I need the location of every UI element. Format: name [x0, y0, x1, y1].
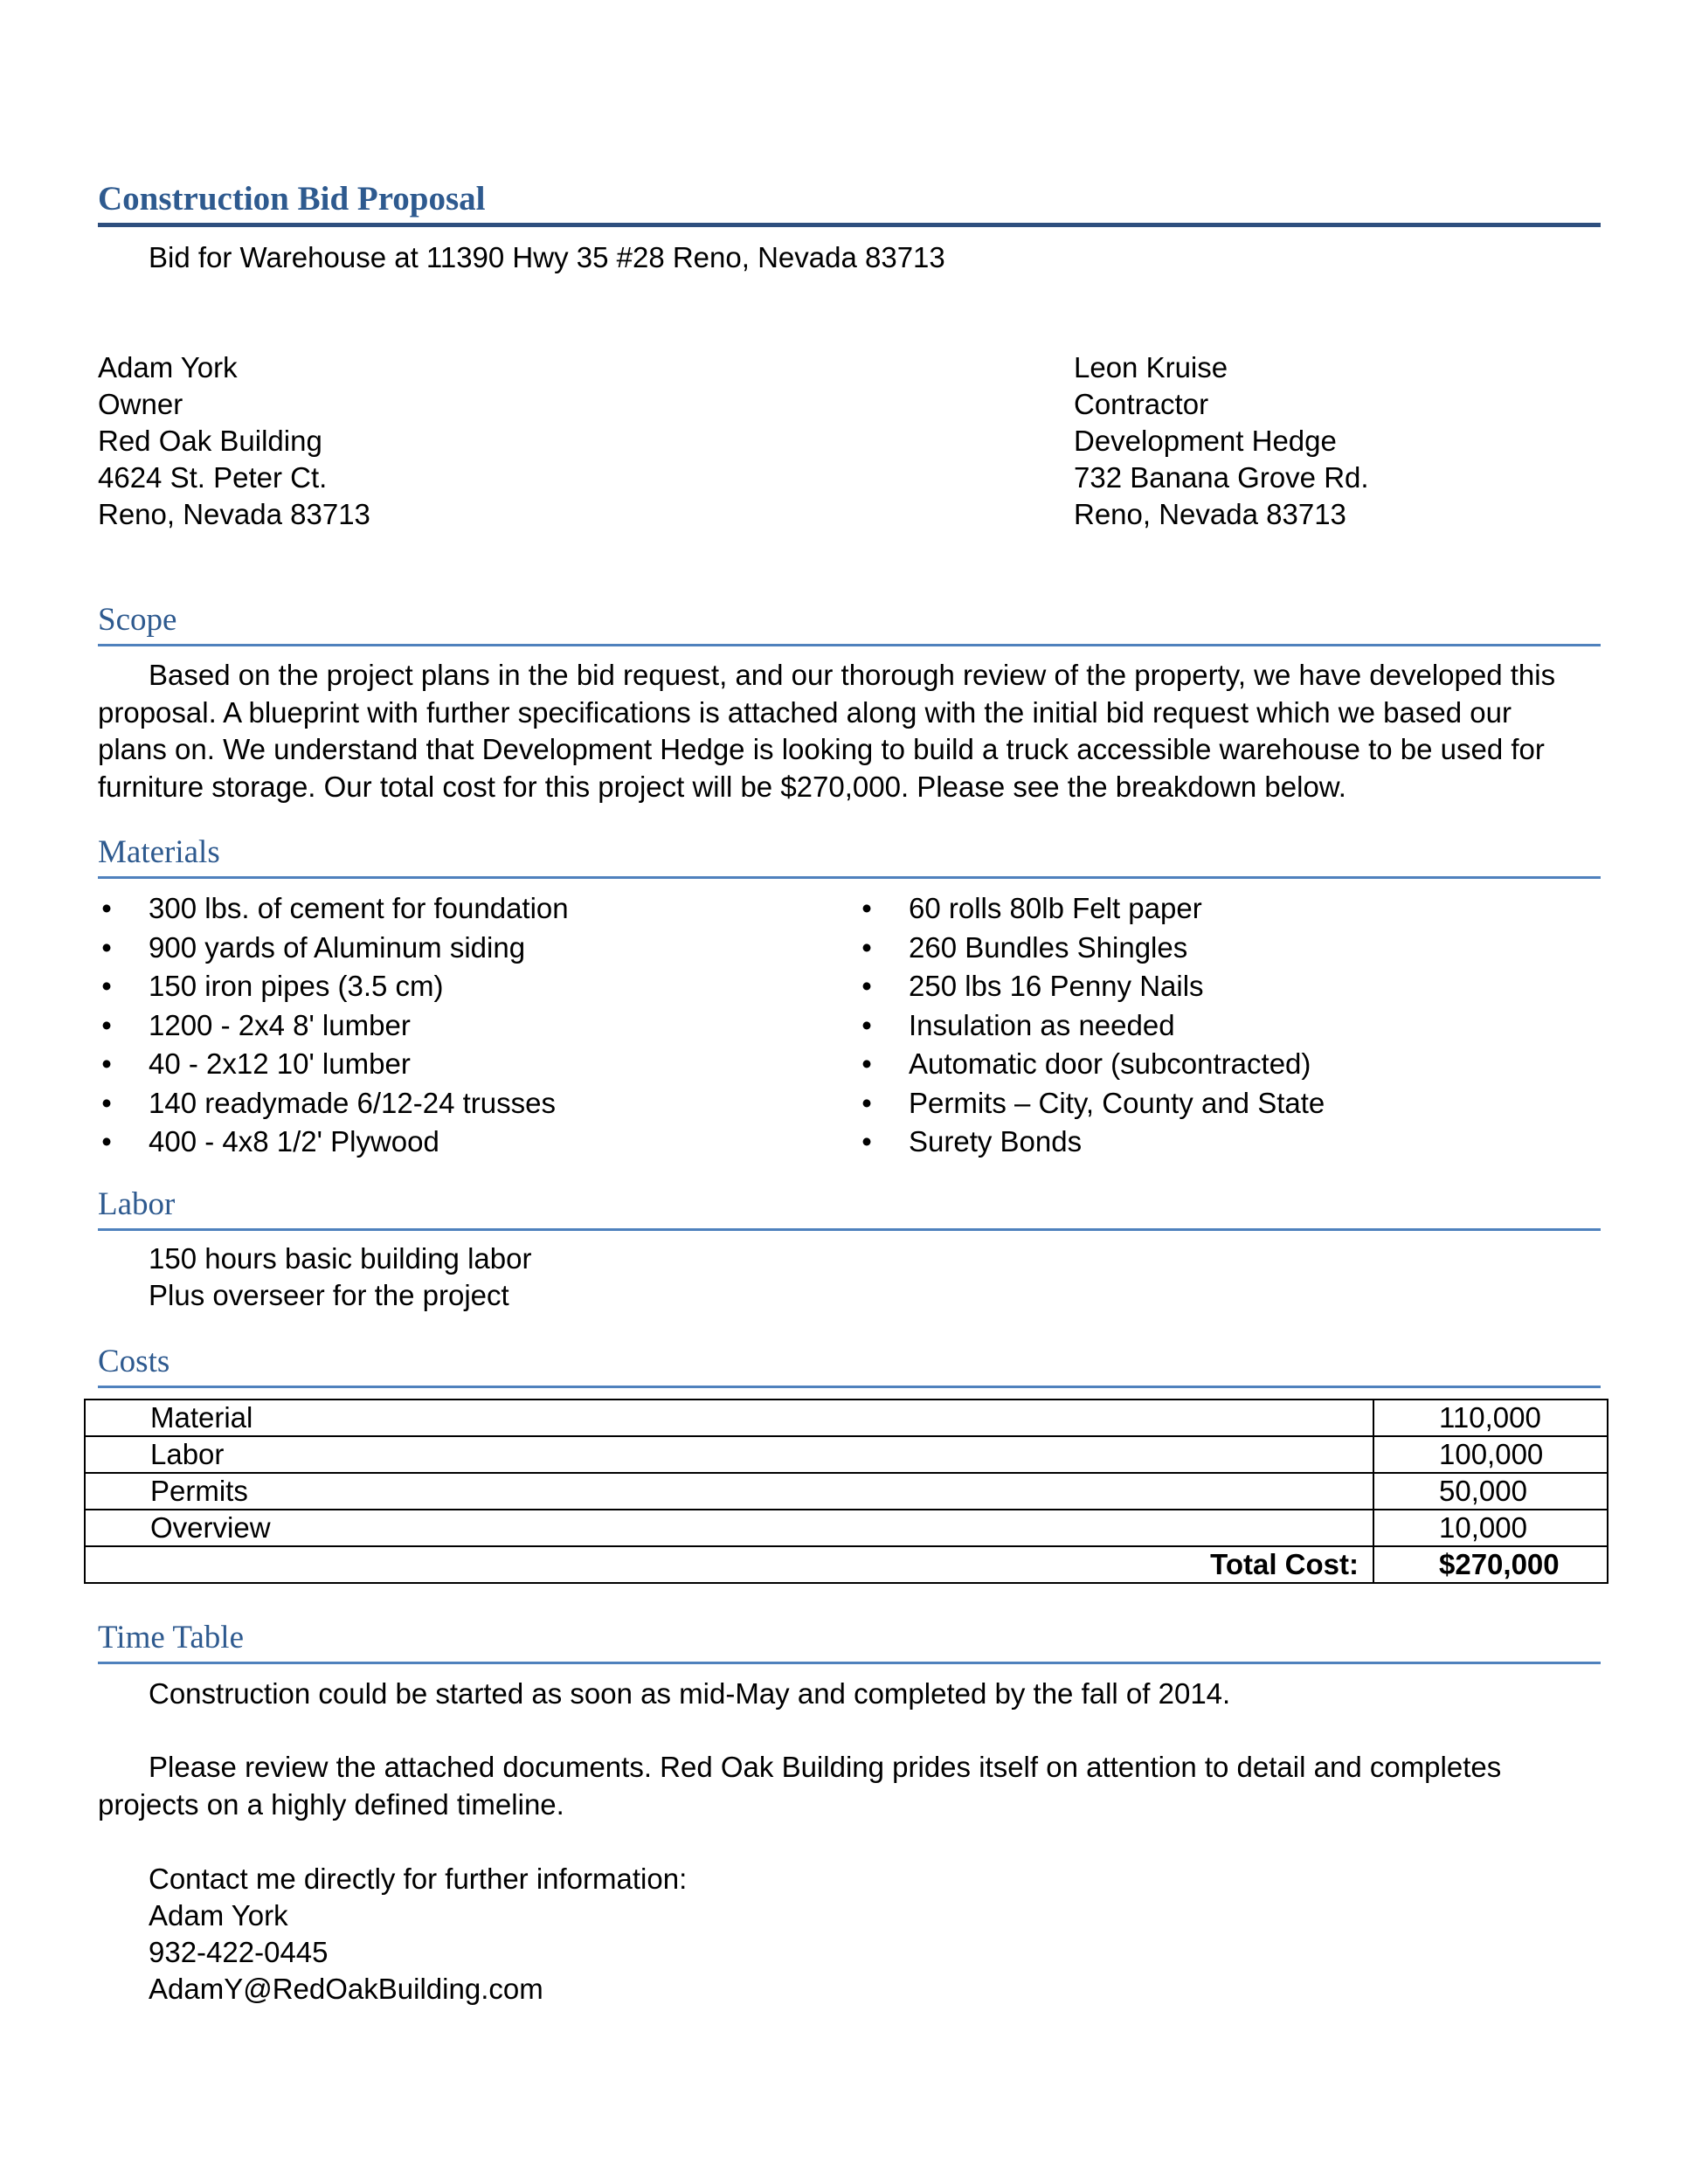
list-item: • 150 iron pipes (3.5 cm) — [98, 967, 569, 1006]
cost-amount: 50,000 — [1373, 1473, 1608, 1510]
materials-heading: Materials — [98, 833, 1601, 879]
contractor-address-block — [1074, 349, 1369, 533]
list-item: • 900 yards of Aluminum siding — [98, 929, 569, 968]
list-item: • Insulation as needed — [858, 1006, 1325, 1046]
owner-street: 4624 St. Peter Ct. — [98, 461, 328, 494]
contractor-name: Leon Kruise — [1074, 351, 1228, 384]
document-title: Construction Bid Proposal — [98, 179, 1601, 227]
list-item: • Surety Bonds — [858, 1123, 1325, 1162]
labor-block — [149, 1241, 531, 1314]
list-item: • 260 Bundles Shingles — [858, 929, 1325, 968]
contractor-street: 732 Banana Grove Rd. — [1074, 461, 1369, 494]
contractor-city: Reno, Nevada 83713 — [1074, 498, 1346, 530]
contact-intro: Contact me directly for further information: — [149, 1863, 688, 1895]
cost-amount: 100,000 — [1373, 1436, 1608, 1473]
table-row — [85, 1400, 1608, 1436]
list-item: • 1200 - 2x4 8' lumber — [98, 1006, 569, 1046]
bid-subtitle: Bid for Warehouse at 11390 Hwy 35 #28 Reno, Nevada 83713 — [149, 241, 945, 273]
contractor-role: Contractor — [1074, 388, 1209, 420]
materials-list-left — [98, 889, 569, 1162]
bullet-icon: • — [861, 970, 872, 1002]
cost-amount: 110,000 — [1373, 1400, 1608, 1436]
contact-block — [149, 1861, 687, 2008]
review-paragraph: Please review the attached documents. Red Oak Building prides itself on attention to detail and completes projects on a highly defined timeline. — [98, 1751, 1502, 1821]
list-item: • 400 - 4x8 1/2' Plywood — [98, 1123, 569, 1162]
owner-role: Owner — [98, 388, 183, 420]
list-item: • 40 - 2x12 10' lumber — [98, 1045, 569, 1084]
labor-line: 150 hours basic building labor — [149, 1242, 532, 1275]
cost-item: Permits — [85, 1473, 1373, 1510]
timetable-line: Construction could be started as soon as mid-May and completed by the fall of 2014. — [149, 1677, 1231, 1710]
contractor-company: Development Hedge — [1074, 425, 1337, 457]
scope-paragraph: Based on the project plans in the bid request, and our thorough review of the property, we have developed this proposal. A blueprint with further specifications is attached along with the initial bid request which we based our plans on. We understand that Development Hedge is looking to build a truck accessible warehouse to be used for furniture storage. Our total cost for this project will be $270,000. Please see the breakdown below. — [98, 659, 1556, 803]
table-row — [85, 1510, 1608, 1546]
bullet-icon: • — [101, 1086, 112, 1119]
owner-name: Adam York — [98, 351, 238, 384]
table-row — [85, 1436, 1608, 1473]
contact-phone: 932-422-0445 — [149, 1936, 329, 1968]
list-item: • Permits – City, County and State — [858, 1084, 1325, 1123]
labor-heading: Labor — [98, 1185, 1601, 1231]
cost-item: Labor — [85, 1436, 1373, 1473]
owner-company: Red Oak Building — [98, 425, 322, 457]
bullet-icon: • — [101, 1008, 112, 1041]
bullet-icon: • — [101, 1125, 112, 1158]
costs-table — [84, 1399, 1608, 1584]
bullet-icon: • — [861, 1047, 872, 1080]
list-item: • Automatic door (subcontracted) — [858, 1045, 1325, 1084]
bullet-icon: • — [101, 1047, 112, 1080]
owner-address-block — [98, 349, 370, 533]
bullet-icon: • — [861, 930, 872, 964]
total-row — [85, 1546, 1608, 1583]
list-item: • 60 rolls 80lb Felt paper — [858, 889, 1325, 929]
cost-item: Overview — [85, 1510, 1373, 1546]
contact-name: Adam York — [149, 1899, 288, 1932]
total-cost-amount: $270,000 — [1373, 1546, 1608, 1583]
cost-amount: 10,000 — [1373, 1510, 1608, 1546]
contact-email: AdamY@RedOakBuilding.com — [149, 1973, 543, 2005]
table-row — [85, 1473, 1608, 1510]
bullet-icon: • — [101, 930, 112, 964]
list-item: • 300 lbs. of cement for foundation — [98, 889, 569, 929]
bullet-icon: • — [861, 1086, 872, 1119]
cost-item: Material — [85, 1400, 1373, 1436]
owner-city: Reno, Nevada 83713 — [98, 498, 370, 530]
labor-line: Plus overseer for the project — [149, 1279, 509, 1311]
bullet-icon: • — [101, 892, 112, 924]
bullet-icon: • — [861, 892, 872, 924]
list-item: • 250 lbs 16 Penny Nails — [858, 967, 1325, 1006]
bullet-icon: • — [861, 1008, 872, 1041]
bullet-icon: • — [101, 970, 112, 1002]
materials-list-right — [858, 889, 1325, 1162]
costs-heading: Costs — [98, 1342, 1601, 1388]
scope-heading: Scope — [98, 600, 1601, 646]
total-cost-label: Total Cost: — [85, 1546, 1373, 1583]
list-item: • 140 readymade 6/12-24 trusses — [98, 1084, 569, 1123]
bullet-icon: • — [861, 1125, 872, 1158]
timetable-heading: Time Table — [98, 1618, 1601, 1664]
